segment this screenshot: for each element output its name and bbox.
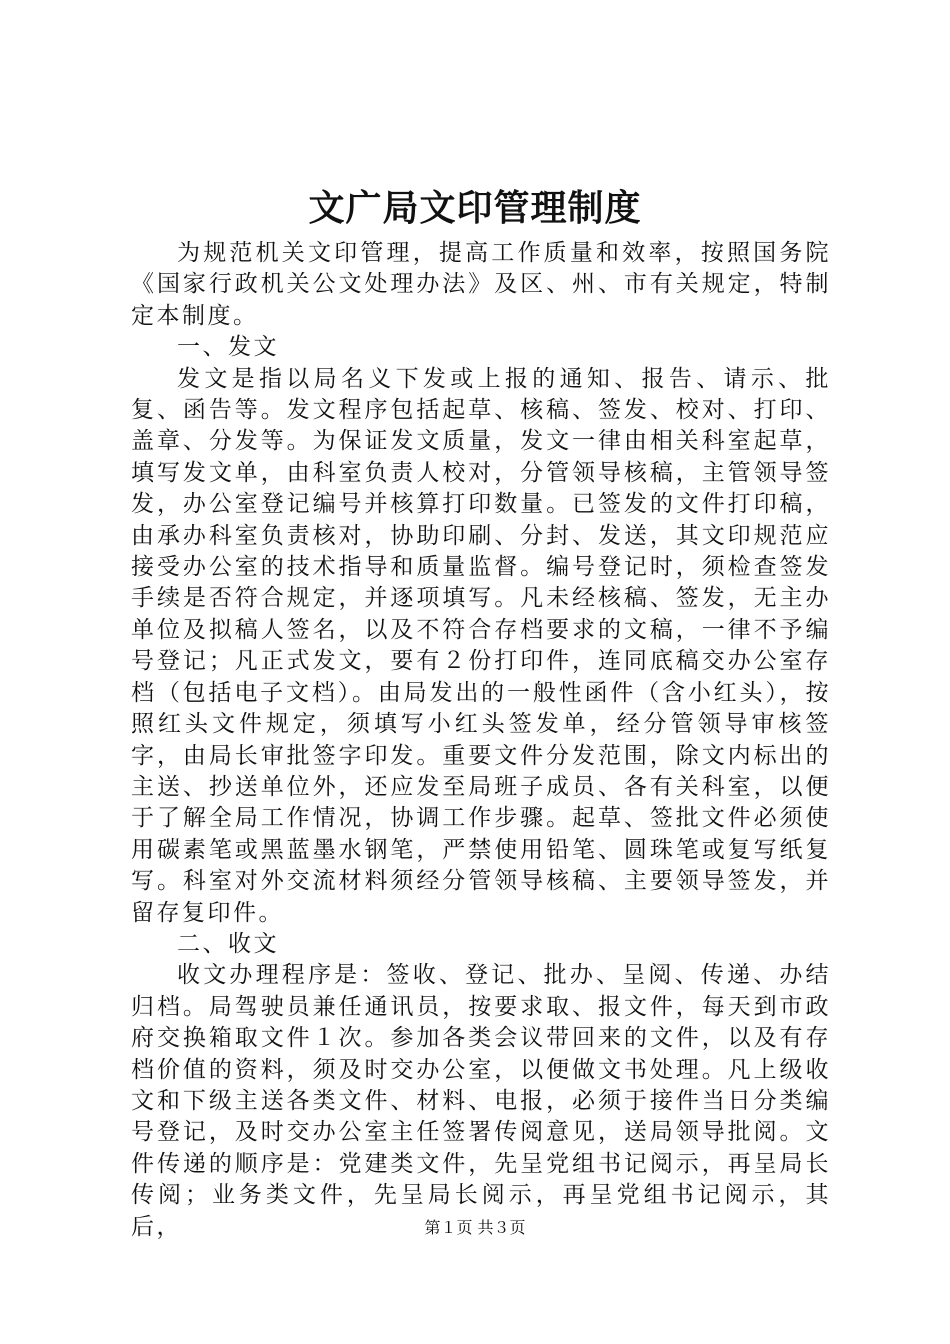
- document-body: [131, 238, 831, 1243]
- outgoing-paragraph: 发文是指以局名义下发或上报的通知、报告、请示、批复、函告等。发文程序包括起草、核稿、签发、校对、打印、盖章、分发等。为保证发文质量，发文一律由相关科室起草，填写发文单，由科室负责人校对，分管领导核稿，主管领导签发，办公室登记编号并核算打印数量。已签发的文件打印稿，由承办科室负责核对，协助印刷、分封、发送，其文印规范应接受办公室的技术指导和质量监督。编号登记时，须检查签发手续是否符合规定，并逐项填写。凡未经核稿、签发，无主办单位及拟稿人签名，以及不符合存档要求的文稿，一律不予编号登记；凡正式发文，要有２份打印件，连同底稿交办公室存档（包括电子文档）。由局发出的一般性函件（含小红头），按照红头文件规定，须填写小红头签发单，经分管领导审核签字，由局长审批签字印发。重要文件分发范围，除文内标出的主送、抄送单位外，还应发至局班子成员、各有关科室，以便于了解全局工作情况，协调工作步骤。起草、签批文件必须使用碳素笔或黑蓝墨水钢笔，严禁使用铅笔、圆珠笔或复写纸复写。科室对外交流材料须经分管领导核稿、主要领导签发，并留存复印件。: [131, 365, 831, 926]
- section-heading-incoming: 二、收文: [177, 930, 279, 957]
- section-heading-outgoing: 一、发文: [177, 334, 279, 361]
- incoming-paragraph: 收文办理程序是：签收、登记、批办、呈阅、传递、办结归档。局驾驶员兼任通讯员，按要求取、报文件，每天到市政府交换箱取文件１次。参加各类会议带回来的文件，以及有存档价值的资料，须及时交办公室，以便做文书处理。凡上级收文和下级主送各类文件、材料、电报，必须于接件当日分类编号登记，及时交办公室主任签署传阅意见，送局领导批阅。文件传递的顺序是：党建类文件，先呈党组书记阅示，再呈局长传阅；业务类文件，先呈局长阅示，再呈党组书记阅示，其后，: [131, 962, 831, 1240]
- document-title: 文广局文印管理制度: [308, 187, 642, 229]
- intro-paragraph: 为规范机关文印管理，提高工作质量和效率，按照国务院《国家行政机关公文处理办法》及区、州、市有关规定，特制定本制度。: [131, 240, 831, 329]
- page-footer: 第１页 共３页: [424, 1218, 526, 1237]
